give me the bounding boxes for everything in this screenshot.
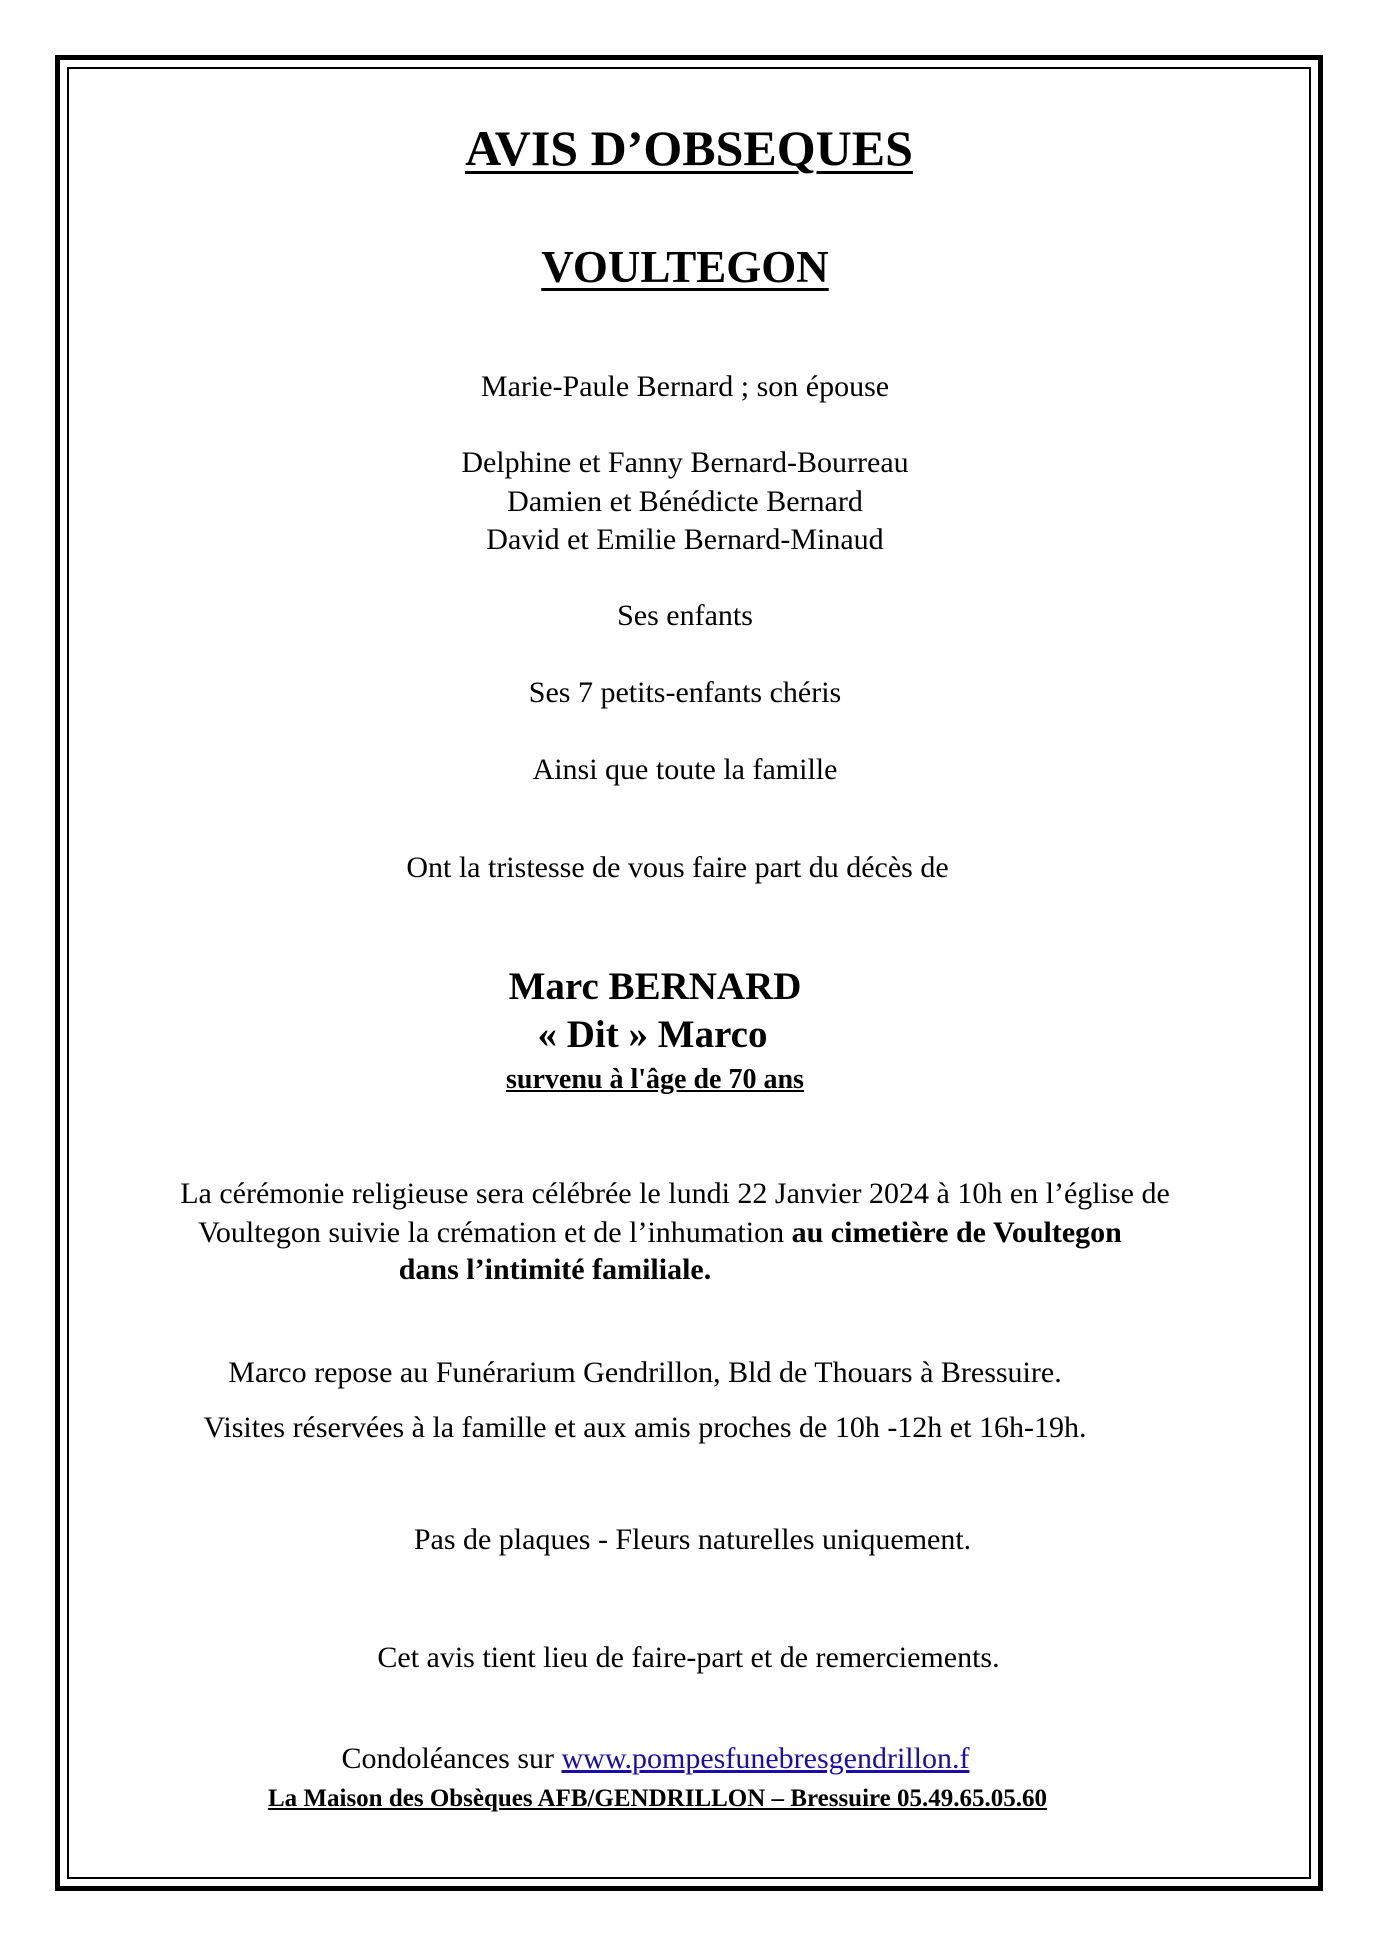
ceremony-cemetery: au cimetière de Voultegon	[791, 1216, 1122, 1249]
child-line-3: David et Emilie Bernard-Minaud	[486, 523, 884, 556]
deceased-nickname: « Dit » Marco	[537, 1013, 768, 1056]
ceremony-line-1: La cérémonie religieuse sera célébrée le lundi 22 Janvier 2024 à 10h en l’église de	[180, 1177, 1170, 1210]
notice-title: AVIS D’OBSEQUES	[465, 120, 913, 176]
visit-line-1: Marco repose au Funérarium Gendrillon, Bld de Thouars à Bressuire.	[228, 1356, 1062, 1389]
family-line: Ainsi que toute la famille	[532, 753, 838, 786]
deceased-name: Marc BERNARD	[508, 965, 802, 1008]
condolences-prefix: Condoléances sur	[341, 1742, 562, 1775]
flowers-line: Pas de plaques - Fleurs naturelles uniquement.	[413, 1523, 972, 1556]
notice-line: Cet avis tient lieu de faire-part et de remerciements.	[377, 1641, 1000, 1674]
child-line-2: Damien et Bénédicte Bernard	[507, 485, 863, 518]
condolences-link[interactable]: www.pompesfunebresgendrillon.f	[561, 1742, 970, 1775]
condolences-line	[0, 1740, 1311, 1778]
visit-line-2: Visites réservées à la famille et aux amis proches de 10h -12h et 16h-19h.	[203, 1411, 1087, 1444]
child-line-1: Delphine et Fanny Bernard-Bourreau	[461, 446, 909, 479]
ceremony-line-2-text: Voultegon suivie la crémation et de l’inhumation	[198, 1216, 792, 1249]
funeral-home-footer: La Maison des Obsèques AFB/GENDRILLON – Bressuire 05.49.65.05.60	[267, 1785, 1048, 1812]
ceremony-line-3: dans l’intimité familiale.	[398, 1253, 712, 1286]
announcement-line: Ont la tristesse de vous faire part du décès de	[406, 851, 949, 884]
age-line: survenu à l'âge de 70 ans	[506, 1064, 804, 1095]
ceremony-line-2	[0, 1214, 1320, 1252]
children-label: Ses enfants	[617, 599, 753, 632]
grandchildren-line: Ses 7 petits-enfants chéris	[528, 676, 842, 709]
spouse-line: Marie-Paule Bernard ; son épouse	[480, 370, 890, 403]
town-heading: VOULTEGON	[541, 242, 829, 292]
